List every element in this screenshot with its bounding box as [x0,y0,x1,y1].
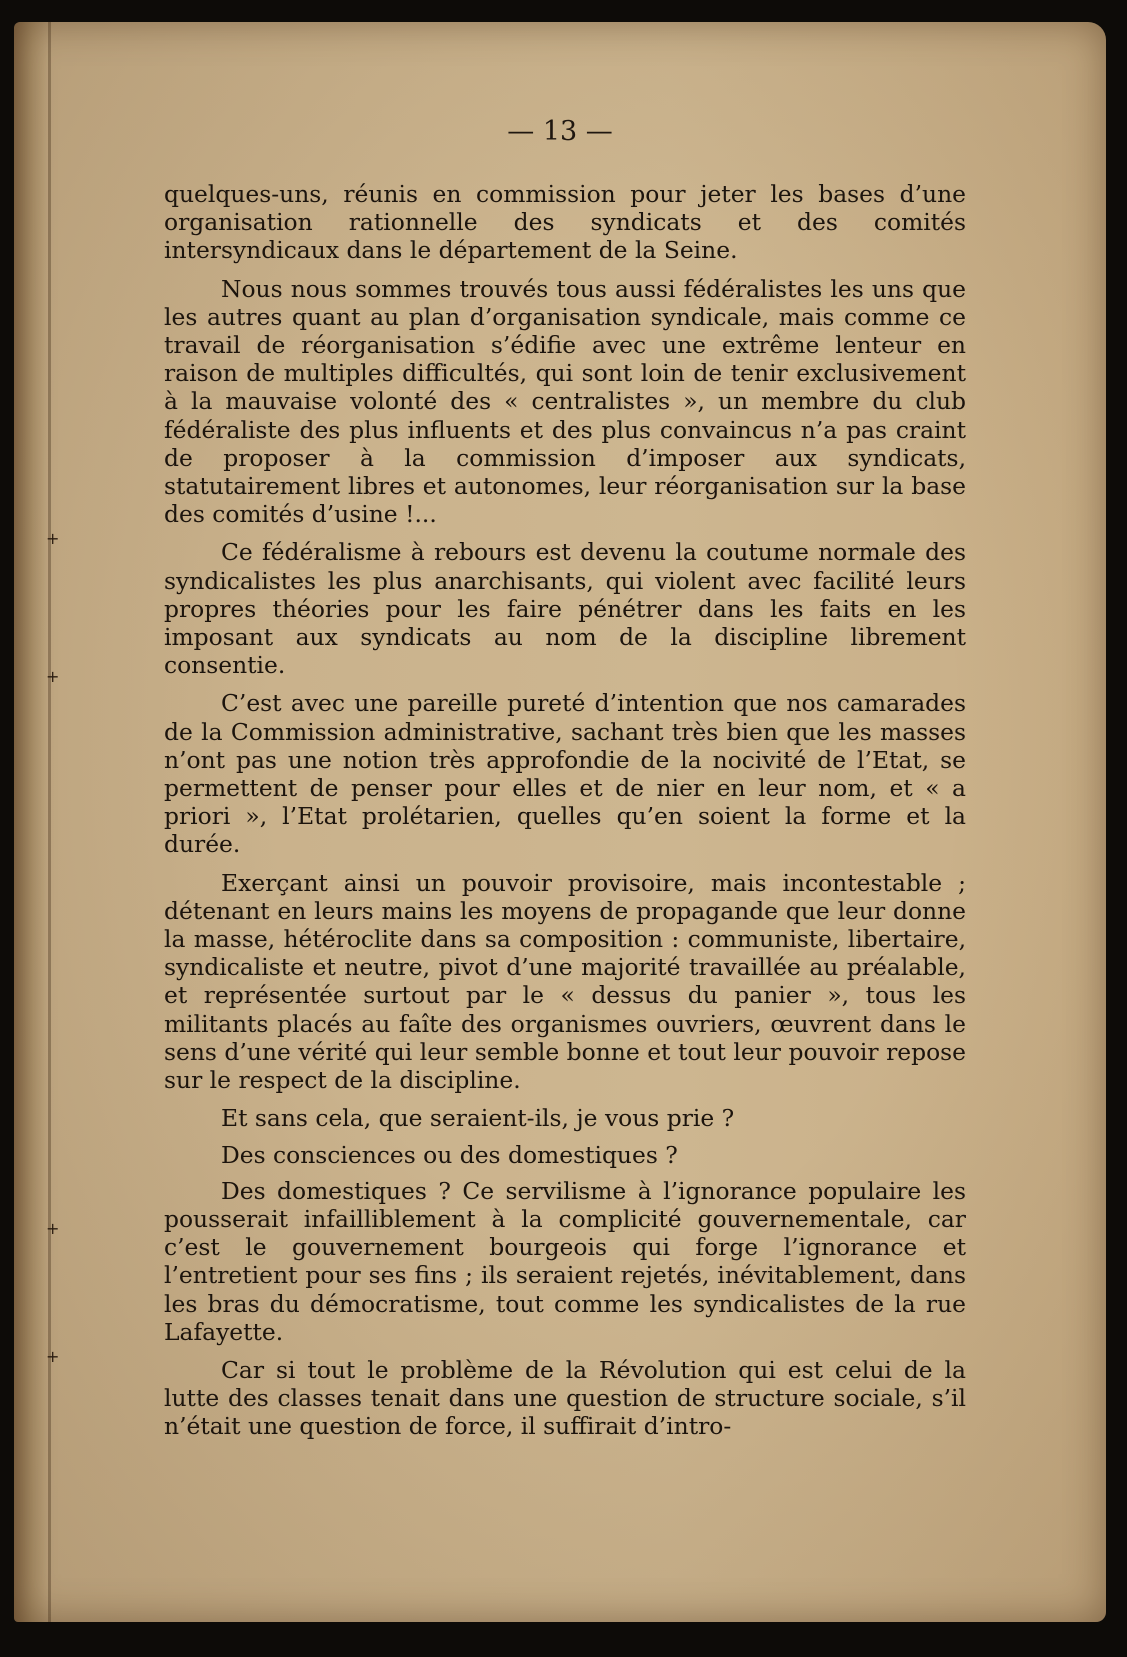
paragraph: C’est avec une pareille pureté d’intention que nos camarades de la Commission administrative, sachant très bien que les masses n’ont pas une notion très approfondie de la nocivité de l’Etat, se permettent de penser pour elles et de nier en leur nom, et « a priori », l’Etat prolétarien, quelles qu’en soient la forme et la durée. [164,689,966,859]
paragraph: quelques-uns, réunis en commission pour jeter les bases d’une organisation rationnelle des syndicats et des comités intersyndicaux dans le département de la Seine. [164,180,966,265]
book-page [14,22,1106,1622]
page-number: — 13 — [507,116,613,147]
binding-stitch-mark: + [46,1219,60,1238]
paragraph: Des consciences ou des domestiques ? [221,1140,678,1169]
paragraph: Des domestiques ? Ce servilisme à l’ignorance populaire les pousserait infailliblement à la complicité gouvernementale, car c’est le gouvernement bourgeois qui forge l’ignorance et l’entretient pour ses fins ; ils seraient rejetés, inévitablement, dans les bras du démocratisme, tout comme les syndicalistes de la rue Lafayette. [164,1176,966,1346]
binding-stitch-mark: + [46,667,60,686]
paragraph: Exerçant ainsi un pouvoir provisoire, mais incontestable ; détenant en leurs mains les moyens de propagande que leur donne la masse, hétéroclite dans sa composition : communiste, libertaire, syndicaliste et neutre, pivot d’une majorité travaillée au préalable, et représentée surtout par le « dessus du panier », tous les militants placés au faîte des organismes ouvriers, œuvrent dans le sens d’une vérité qui leur semble bonne et tout leur pouvoir repose sur le respect de la discipline. [164,868,966,1095]
binding-stitch-mark: + [46,1347,60,1366]
page-gutter [48,22,51,1622]
paragraph: Nous nous sommes trouvés tous aussi fédéralistes les uns que les autres quant au plan d’organisation syndicale, mais comme ce travail de réorganisation s’édifie avec une extrême lenteur en raison de multiples difficultés, qui sont loin de tenir exclusivement à la mauvaise volonté des « centralistes », un membre du club fédéraliste des plus influents et des plus convaincus n’a pas craint de proposer à la commission d’imposer aux syndicats, statutairement libres et autonomes, leur réorganisation sur la base des comités d’usine !... [164,274,966,529]
binding-stitch-mark: + [46,529,60,548]
paragraph: Car si tout le problème de la Révolution qui est celui de la lutte des classes tenait dans une question de structure sociale, s’il n’était une question de force, il suffirait d’intro- [164,1355,966,1441]
paragraph: Et sans cela, que seraient-ils, je vous prie ? [221,1104,735,1133]
text-body [164,180,966,1451]
paragraph: Ce fédéralisme à rebours est devenu la coutume normale des syndicalistes les plus anarchisants, qui violent avec facilité leurs propres théories pour les faire pénétrer dans les faits en les imposant aux syndicats au nom de la discipline librement consentie. [164,538,966,680]
